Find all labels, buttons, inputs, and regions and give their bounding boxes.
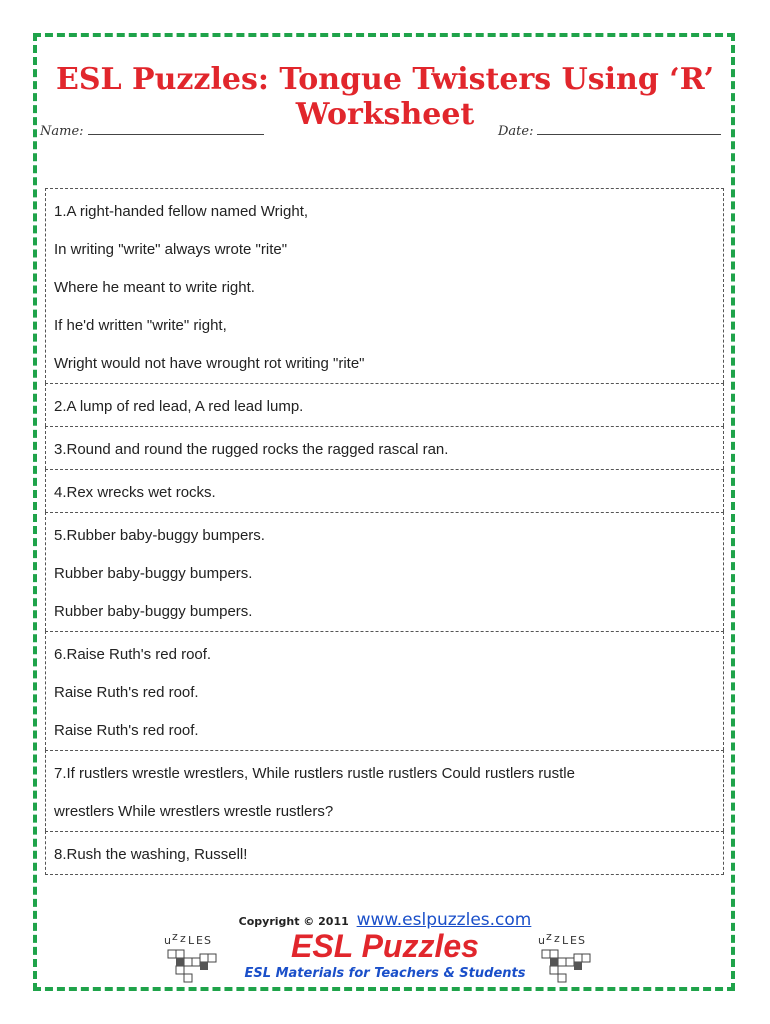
- brand-tagline: ESL Materials for Teachers & Students: [244, 966, 526, 981]
- twister-item: [45, 750, 724, 831]
- twister-line: 4.Rex wrecks wet rocks.: [54, 484, 216, 501]
- footer-copyright: [0, 910, 770, 930]
- twister-line: Rubber baby-buggy bumpers.: [54, 565, 253, 582]
- twister-item: [45, 831, 724, 875]
- name-blank-line[interactable]: [88, 122, 264, 135]
- name-label: Name:: [40, 124, 84, 139]
- tongue-twister-list: [45, 188, 724, 875]
- date-label: Date:: [498, 124, 534, 139]
- website-link[interactable]: www.eslpuzzles.com: [356, 910, 532, 930]
- svg-text:z: z: [546, 930, 552, 943]
- svg-text:E: E: [196, 934, 203, 947]
- twister-line: 1.A right-handed fellow named Wright,: [54, 203, 309, 220]
- svg-text:S: S: [204, 934, 211, 947]
- twister-line: Where he meant to write right.: [54, 279, 255, 296]
- svg-text:z: z: [180, 932, 186, 945]
- twister-line: Raise Ruth's red roof.: [54, 684, 199, 701]
- twister-line: 5.Rubber baby-buggy bumpers.: [54, 527, 265, 544]
- twister-item: [45, 512, 724, 631]
- svg-text:u: u: [538, 934, 545, 947]
- twister-line: Raise Ruth's red roof.: [54, 722, 199, 739]
- svg-text:S: S: [578, 934, 585, 947]
- twister-line: Rubber baby-buggy bumpers.: [54, 603, 253, 620]
- twister-line: In writing "write" always wrote "rite": [54, 241, 288, 258]
- copyright-text: Copyright © 2011: [238, 915, 349, 928]
- svg-text:E: E: [570, 934, 577, 947]
- date-blank-line[interactable]: [537, 122, 721, 135]
- twister-line: 7.If rustlers wrestle wrestlers, While rustlers rustle rustlers Could rustlers rustle: [54, 765, 575, 782]
- twister-item: [45, 188, 724, 383]
- twister-line: If he'd written "write" right,: [54, 317, 227, 334]
- twister-line: Wright would not have wrought rot writing "rite": [54, 355, 365, 372]
- twister-line: 8.Rush the washing, Russell!: [54, 846, 248, 863]
- twister-item: [45, 469, 724, 512]
- twister-line: wrestlers While wrestlers wrestle rustlers?: [54, 803, 334, 820]
- twister-line: 3.Round and round the rugged rocks the ragged rascal ran.: [54, 441, 449, 458]
- twister-item: [45, 426, 724, 469]
- twister-line: 2.A lump of red lead, A red lead lump.: [54, 398, 304, 415]
- svg-text:L: L: [562, 934, 569, 947]
- date-field: [498, 122, 721, 139]
- svg-text:z: z: [554, 932, 560, 945]
- twister-line: 6.Raise Ruth's red roof.: [54, 646, 212, 663]
- twister-item: [45, 383, 724, 426]
- brand-logo-text: ESL Puzzles: [291, 928, 479, 964]
- svg-text:z: z: [172, 930, 178, 943]
- twister-item: [45, 631, 724, 750]
- svg-text:u: u: [164, 934, 171, 947]
- worksheet-title: ESL Puzzles: Tongue Twisters Using ‘R’ Worksheet: [55, 62, 715, 132]
- name-field: [40, 122, 264, 139]
- svg-text:L: L: [188, 934, 195, 947]
